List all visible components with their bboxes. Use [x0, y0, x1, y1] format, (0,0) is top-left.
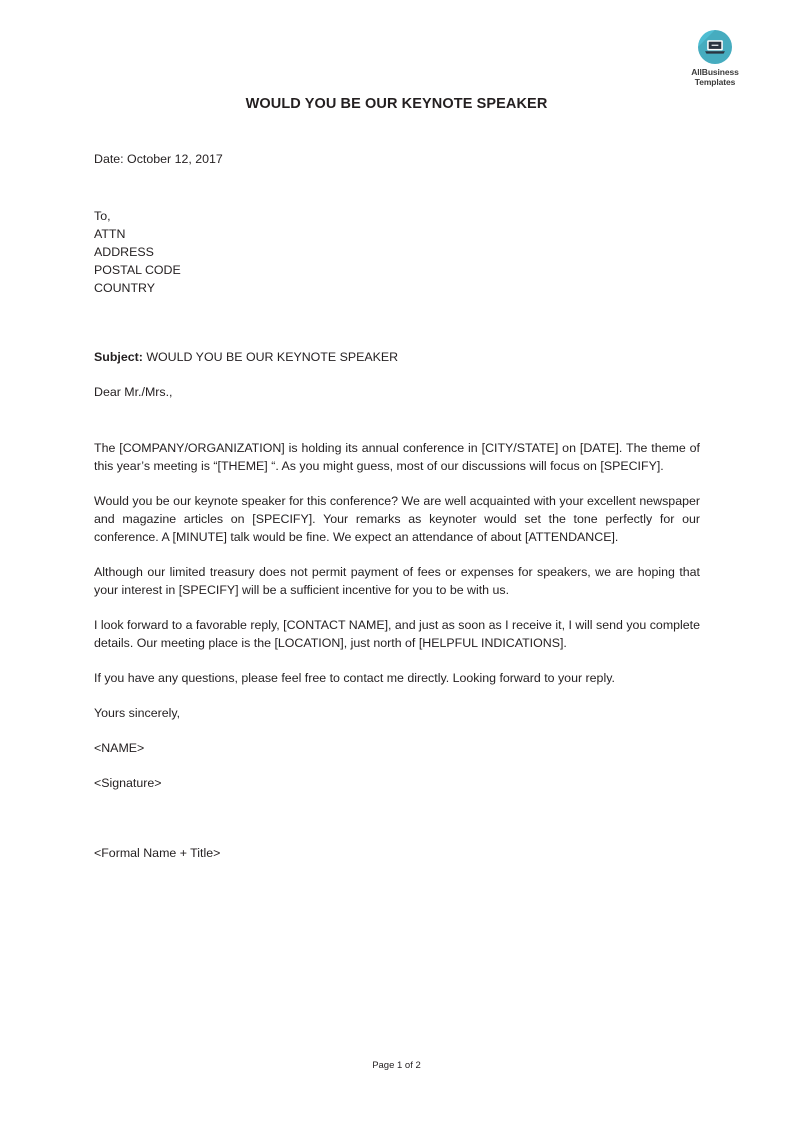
letter-body: [94, 150, 700, 862]
spacer: [94, 792, 700, 844]
name-placeholder: <NAME>: [94, 741, 145, 755]
body-paragraph-2: Would you be our keynote speaker for this conference? We are well acquainted with your excellent newspaper and magazine articles on [SPECIFY]. Your remarks as keynoter would set the tone perfectly for our conference. A [MINUTE] talk would be fine. We expect an attendance of about [ATTENDANCE].: [94, 494, 700, 544]
recipient-attn: ATTN: [94, 227, 126, 241]
spacer: [94, 757, 700, 774]
spacer: [94, 599, 700, 616]
body-paragraph-3: Although our limited treasury does not permit payment of fees or expenses for speakers, we are hoping that your interest in [SPECIFY] will be a sufficient incentive for you to be with us.: [94, 565, 700, 597]
laptop-icon: [698, 30, 732, 64]
spacer: [94, 687, 700, 704]
spacer: [94, 427, 700, 439]
salutation: Dear Mr./Mrs.,: [94, 385, 173, 399]
brand-logo-text: [675, 67, 755, 87]
date-line: Date: October 12, 2017: [94, 152, 223, 166]
spacer: [94, 652, 700, 669]
recipient-address: ADDRESS: [94, 245, 154, 259]
brand-logo: [675, 30, 755, 87]
recipient-address-block: [94, 207, 700, 297]
spacer: [94, 336, 700, 348]
spacer: [94, 168, 700, 207]
spacer: [94, 546, 700, 563]
subject-value: WOULD YOU BE OUR KEYNOTE SPEAKER: [146, 350, 399, 364]
subject-label: Subject:: [94, 350, 143, 364]
spacer: [94, 401, 700, 427]
spacer: [94, 722, 700, 739]
body-paragraph-5: If you have any questions, please feel free to contact me directly. Looking forward to your reply.: [94, 671, 615, 685]
body-paragraph-4: I look forward to a favorable reply, [CONTACT NAME], and just as soon as I receive it, I will send you complete details. Our meeting place is the [LOCATION], just north of [HELPFUL INDICATIONS].: [94, 618, 701, 650]
subject-line: [94, 348, 700, 366]
brand-logo-text-line2: Templates: [694, 77, 736, 87]
recipient-country: COUNTRY: [94, 281, 156, 295]
spacer: [94, 475, 700, 492]
recipient-to: To,: [94, 209, 111, 223]
page-title: WOULD YOU BE OUR KEYNOTE SPEAKER: [245, 96, 548, 112]
signature-placeholder: <Signature>: [94, 776, 162, 790]
body-paragraph-1: The [COMPANY/ORGANIZATION] is holding its annual conference in [CITY/STATE] on [DATE]. The theme of this year’s meeting is “[THEME] “. As you might guess, most of our discussions will focus on [SPECIFY].: [94, 441, 700, 473]
page-footer: Page 1 of 2: [372, 1060, 421, 1071]
formal-name-placeholder: <Formal Name + Title>: [94, 846, 221, 860]
recipient-postal-code: POSTAL CODE: [94, 263, 181, 277]
brand-logo-text-line1: AllBusiness: [691, 67, 739, 77]
closing-line: Yours sincerely,: [94, 706, 181, 720]
spacer: [94, 366, 700, 383]
spacer: [94, 297, 700, 336]
